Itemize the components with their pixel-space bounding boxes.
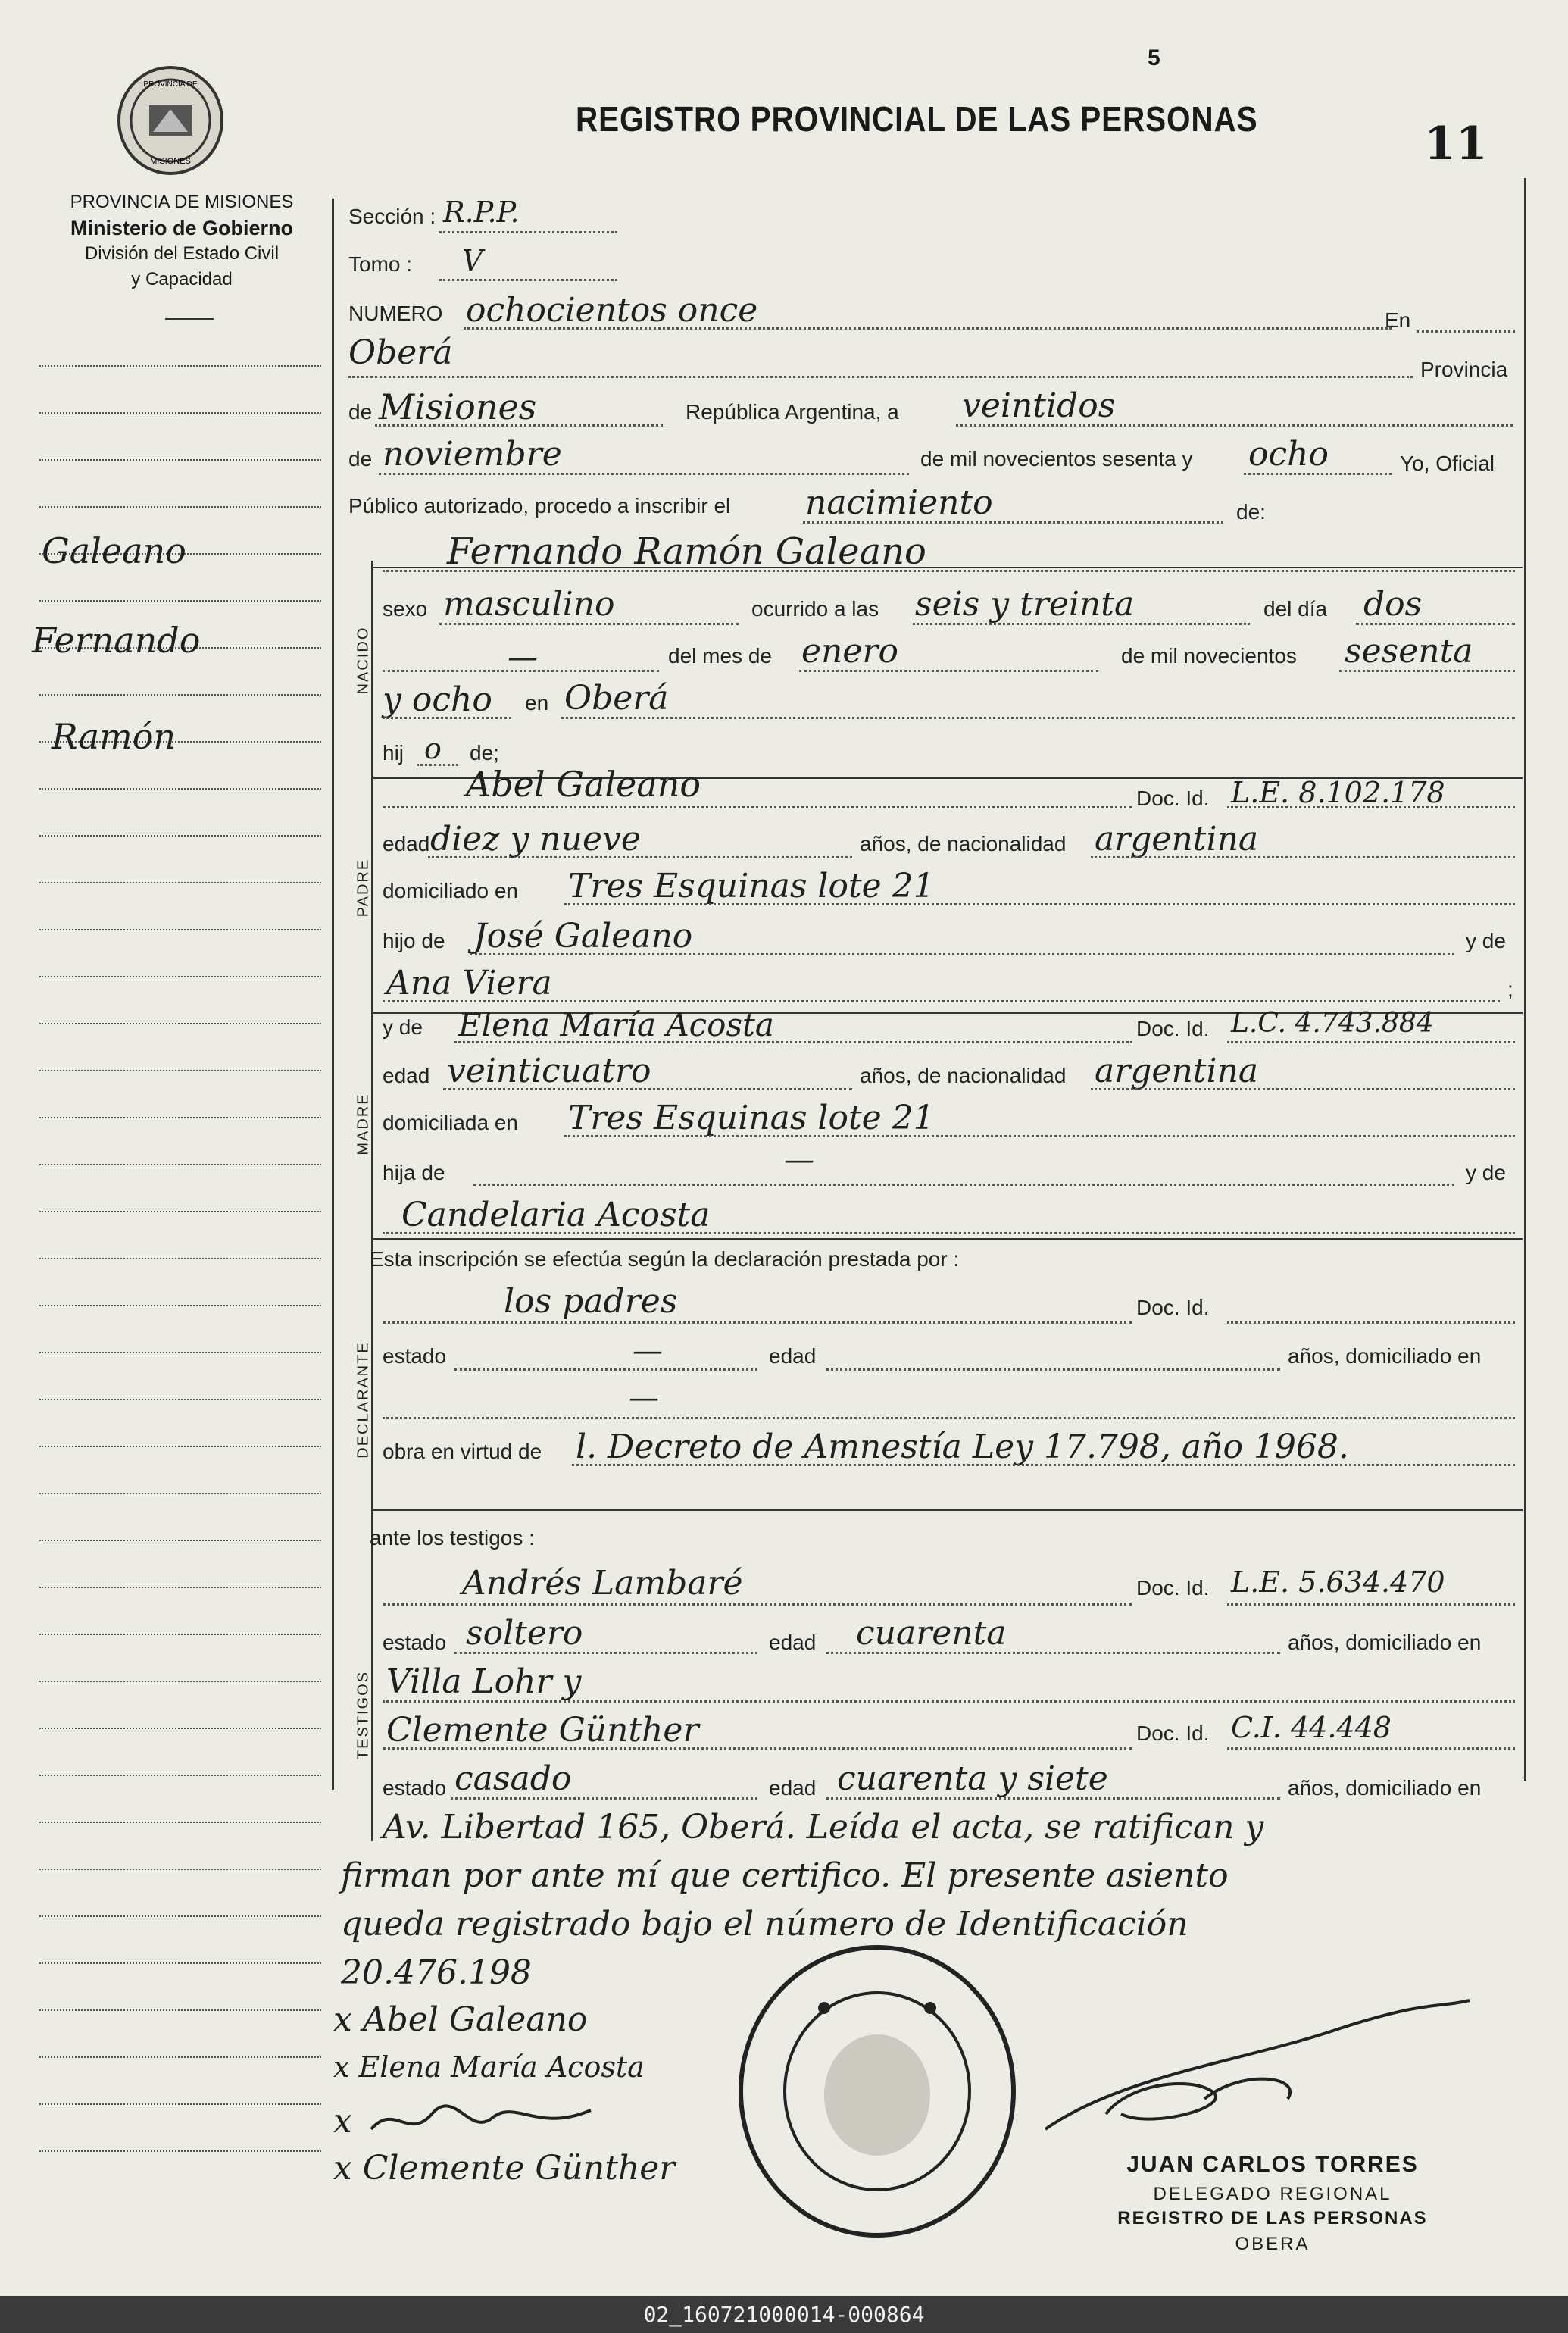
declarante-nombre: los padres xyxy=(504,1282,678,1321)
declarante-dom-label: años, domiciliado en xyxy=(1288,1344,1482,1368)
official-lugar: OBERA xyxy=(1235,2234,1310,2254)
margin-rule xyxy=(39,788,321,790)
dotline xyxy=(383,1232,1515,1234)
dash: — xyxy=(508,640,538,675)
lugar-value: Oberá xyxy=(348,333,453,372)
margin-rule xyxy=(39,1023,321,1024)
dotline xyxy=(564,1135,1515,1137)
madre-dom-label: domiciliada en xyxy=(383,1111,518,1134)
testigo2-doc: C.I. 44.448 xyxy=(1231,1711,1392,1744)
margin-first-name: Fernando xyxy=(32,620,201,661)
margin-rule xyxy=(39,1962,321,1964)
dotline xyxy=(383,670,659,672)
padre-dom-label: domiciliado en xyxy=(383,879,518,902)
anio-b-value: y ocho xyxy=(383,680,492,719)
margin-rule xyxy=(39,1681,321,1682)
testigo2-estado-label: estado xyxy=(383,1776,447,1800)
margin-rule xyxy=(39,2056,321,2058)
dotline xyxy=(439,231,617,233)
dotline xyxy=(454,1041,1132,1043)
declarante-edad-label: edad xyxy=(769,1344,817,1368)
margin-rule xyxy=(39,694,321,696)
mes-nac-value: enero xyxy=(801,632,898,671)
dotline xyxy=(1339,670,1515,672)
issuer-division-2: y Capacidad xyxy=(131,269,233,289)
issuer-ministry: Ministerio de Gobierno xyxy=(70,217,294,239)
dotline xyxy=(561,717,1515,719)
declarante-estado: — xyxy=(633,1334,663,1368)
svg-text:MISIONES: MISIONES xyxy=(150,157,191,166)
margin-rule xyxy=(39,412,321,414)
rule xyxy=(371,1509,1523,1511)
cierre-linea-2: firman por ante mí que certifico. El presente asiento xyxy=(341,1856,1229,1895)
dotline xyxy=(1227,1041,1515,1043)
dotline xyxy=(375,424,663,427)
sexo-label: sexo xyxy=(383,597,428,621)
delmes-label: del mes de xyxy=(668,644,772,668)
margin-rule xyxy=(39,506,321,508)
dotline xyxy=(564,903,1515,905)
scan-id-footer: 02_160721000014-000864 xyxy=(0,2296,1568,2333)
obra-label: obra en virtud de xyxy=(383,1440,542,1463)
madre-nacionalidad: argentina xyxy=(1095,1052,1259,1090)
dotline xyxy=(383,1417,1515,1419)
hij-label: hij xyxy=(383,741,404,765)
dotline xyxy=(428,856,852,858)
issuer-province: PROVINCIA DE MISIONES xyxy=(70,192,294,212)
provincia-value: Misiones xyxy=(379,386,537,427)
dotline xyxy=(379,473,909,475)
testigo1-domicilio: Villa Lohr y xyxy=(386,1662,582,1701)
dotline xyxy=(956,424,1513,427)
dia-value: veintidos xyxy=(962,386,1116,425)
republica-label: República Argentina, a xyxy=(686,400,899,424)
sexo-value: masculino xyxy=(443,585,615,624)
dotline xyxy=(1227,1321,1515,1324)
seccion-label: Sección : xyxy=(348,205,436,228)
madre-yde2-label: y de xyxy=(1466,1161,1506,1184)
madre-edad-label: edad xyxy=(383,1064,430,1087)
padre-nac-label: años, de nacionalidad xyxy=(860,832,1067,855)
margin-rule xyxy=(39,1305,321,1306)
provincial-seal-icon xyxy=(115,64,226,177)
dia-nac-value: dos xyxy=(1363,585,1423,624)
dotline xyxy=(473,1184,1454,1186)
ocurrido-label: ocurrido a las xyxy=(751,597,879,621)
en-label: En xyxy=(1385,308,1411,332)
dotline xyxy=(383,1747,1132,1750)
margin-rule xyxy=(39,1446,321,1447)
official-cargo: DELEGADO REGIONAL xyxy=(1153,2184,1392,2204)
margin-rule xyxy=(39,929,321,930)
testigo2-estado: casado xyxy=(454,1759,572,1798)
numero-value: ochocientos once xyxy=(466,291,758,330)
declarante-estado-label: estado xyxy=(383,1344,447,1368)
margin-rule xyxy=(39,1352,321,1353)
margin-rule xyxy=(39,1540,321,1541)
hij-suffix: o xyxy=(424,732,442,765)
testigo1-edad: cuarenta xyxy=(856,1614,1007,1653)
testigo1-dom-label: años, domiciliado en xyxy=(1288,1631,1482,1654)
dotline xyxy=(913,623,1250,625)
deldia-label: del día xyxy=(1263,597,1328,621)
dotline xyxy=(803,521,1223,524)
acto-value: nacimiento xyxy=(805,483,993,522)
section-padre-label: PADRE xyxy=(355,858,372,918)
section-testigos-label: TESTIGOS xyxy=(355,1670,372,1760)
testigo2-nombre: Clemente Günther xyxy=(386,1711,699,1750)
margin-rule xyxy=(39,1070,321,1071)
cierre-linea-3: queda registrado bajo el número de Identificación xyxy=(341,1905,1188,1944)
dotline xyxy=(1227,806,1515,808)
dotline xyxy=(439,623,739,625)
margin-rule xyxy=(39,1915,321,1917)
dotline xyxy=(1244,473,1392,475)
dotline xyxy=(443,1088,852,1090)
madre-doc: L.C. 4.743.884 xyxy=(1231,1008,1434,1039)
dotline xyxy=(383,1321,1132,1324)
section-nacido-label: NACIDO xyxy=(355,626,372,695)
margin-rule xyxy=(39,1634,321,1635)
numero-label: NUMERO xyxy=(348,302,443,325)
margin-rule xyxy=(39,1587,321,1588)
dotline xyxy=(383,806,1132,808)
seccion-value: R.P.P. xyxy=(443,195,520,229)
margin-rule xyxy=(39,1164,321,1165)
madre-domicilio: Tres Esquinas lote 21 xyxy=(568,1099,935,1137)
issuer-division: División del Estado Civil xyxy=(84,243,280,264)
dotline xyxy=(470,953,1454,955)
madre-nac-label: años, de nacionalidad xyxy=(860,1064,1067,1087)
firma-testigo-1: x xyxy=(333,2102,352,2141)
rule xyxy=(371,1238,1523,1240)
testigo2-doc-label: Doc. Id. xyxy=(1136,1722,1210,1745)
dotline xyxy=(464,327,1392,330)
milnac-label: de mil novecientos xyxy=(1121,644,1297,668)
mil-label: de mil novecientos sesenta y xyxy=(920,447,1193,471)
padre-doc-label: Doc. Id. xyxy=(1136,787,1210,810)
page-number: 11 xyxy=(1424,117,1488,170)
abuelo-materno: — xyxy=(784,1143,814,1177)
dotline xyxy=(417,764,458,766)
padre-edad-label: edad xyxy=(383,832,430,855)
padre-yde-label: y de xyxy=(1466,929,1506,952)
official-registro: REGISTRO DE LAS PERSONAS xyxy=(1117,2208,1428,2228)
dotline xyxy=(383,1700,1515,1703)
margin-rule xyxy=(39,882,321,883)
dotline xyxy=(383,1000,1500,1002)
padre-domicilio: Tres Esquinas lote 21 xyxy=(568,867,935,905)
de-label: de xyxy=(348,400,373,424)
margin-second-name: Ramón xyxy=(52,716,176,757)
dotline xyxy=(454,1652,757,1654)
publico-label: Público autorizado, procedo a inscribir el xyxy=(348,494,731,518)
de3-label: de: xyxy=(1236,500,1266,524)
dotline xyxy=(1417,330,1515,333)
dotline xyxy=(826,1797,1280,1800)
declarante-doc-label: Doc. Id. xyxy=(1136,1296,1210,1319)
testigo2-dom-label: años, domiciliado en xyxy=(1288,1776,1482,1800)
dotline xyxy=(1091,1088,1515,1090)
margin-rule xyxy=(39,1493,321,1494)
official-name: JUAN CARLOS TORRES xyxy=(1126,2152,1419,2177)
firma-padre: x Abel Galeano xyxy=(333,2000,588,2039)
lugar-nac-value: Oberá xyxy=(564,679,669,718)
margin-rule xyxy=(39,600,321,602)
dotline xyxy=(1091,856,1515,858)
section-madre-label: MADRE xyxy=(355,1093,372,1156)
dotline xyxy=(383,717,511,719)
abuelo-paterno: José Galeano xyxy=(473,917,693,955)
section-declarante-label: DECLARANTE xyxy=(355,1341,372,1459)
testigos-intro: ante los testigos : xyxy=(370,1526,535,1550)
margin-rule xyxy=(39,2103,321,2105)
margin-rule xyxy=(39,1822,321,1823)
dotline xyxy=(439,279,617,281)
dotline xyxy=(454,1368,757,1371)
page-title: REGISTRO PROVINCIAL DE LAS PERSONAS xyxy=(576,99,1258,139)
testigo1-nombre: Andrés Lambaré xyxy=(462,1564,743,1603)
margin-rule xyxy=(39,365,321,367)
declarante-dash: — xyxy=(629,1381,659,1415)
testigo1-edad-label: edad xyxy=(769,1631,817,1654)
margin-rule xyxy=(39,2009,321,2011)
de2-label: de xyxy=(348,447,373,471)
padre-edad: diez y nueve xyxy=(430,820,641,858)
padre-nacionalidad: argentina xyxy=(1095,820,1259,858)
official-signature-icon xyxy=(1015,1985,1485,2144)
hora-value: seis y treinta xyxy=(915,585,1135,624)
declarante-intro: Esta inscripción se efectúa según la declaración prestada por : xyxy=(370,1247,960,1271)
margin-rule xyxy=(39,976,321,977)
tomo-value: V xyxy=(462,244,483,277)
anio-a-value: sesenta xyxy=(1345,632,1473,671)
dotline xyxy=(1227,1747,1515,1750)
dotline xyxy=(383,1603,1132,1606)
dotline xyxy=(451,1797,757,1800)
abuela-paterna: Ana Viera xyxy=(386,964,552,1002)
dotline xyxy=(348,376,1413,378)
testigo2-edad: cuarenta y siete xyxy=(837,1759,1108,1798)
padre-doc: L.E. 8.102.178 xyxy=(1231,776,1445,809)
padre-nombre: Abel Galeano xyxy=(466,764,701,805)
margin-rule xyxy=(39,1399,321,1400)
madre-yde-label: y de xyxy=(383,1015,423,1039)
firma-madre: x Elena María Acosta xyxy=(333,2050,645,2084)
testigo1-doc: L.E. 5.634.470 xyxy=(1231,1565,1445,1599)
svg-text:PROVINCIA DE: PROVINCIA DE xyxy=(143,80,198,89)
padre-hijo-label: hijo de xyxy=(383,929,445,952)
nacido-nombre: Fernando Ramón Galeano xyxy=(447,530,926,573)
issuer-block xyxy=(38,189,326,292)
margin-surname: Galeano xyxy=(42,530,186,571)
margin-rule xyxy=(39,459,321,461)
testigo1-doc-label: Doc. Id. xyxy=(1136,1576,1210,1600)
abuela-materna: Candelaria Acosta xyxy=(401,1196,711,1234)
firma-testigo-2: x Clemente Günther xyxy=(333,2149,676,2188)
divider xyxy=(165,318,214,320)
madre-hija-label: hija de xyxy=(383,1161,445,1184)
signature-scribble-icon xyxy=(364,2099,606,2144)
dotline xyxy=(572,1464,1515,1466)
frame-left xyxy=(332,199,334,1790)
margin-rule xyxy=(39,2150,321,2152)
margin-rule xyxy=(39,1258,321,1259)
dotline xyxy=(1227,1603,1515,1606)
margin-rule xyxy=(39,1117,321,1118)
dotline xyxy=(1356,623,1515,625)
yo-label: Yo, Oficial xyxy=(1400,452,1495,475)
provincia-label: Provincia xyxy=(1420,358,1508,381)
madre-edad: veinticuatro xyxy=(447,1052,651,1090)
cierre-linea-1: Av. Libertad 165, Oberá. Leída el acta, se ratifican y xyxy=(383,1808,1264,1847)
section-rail xyxy=(371,561,373,1841)
mes-value: noviembre xyxy=(383,435,562,474)
semicolon: ; xyxy=(1507,977,1513,1001)
en-nac-label: en xyxy=(525,691,549,715)
margin-rule xyxy=(39,1728,321,1729)
madre-nombre: Elena María Acosta xyxy=(458,1006,774,1043)
margin-rule xyxy=(39,1775,321,1776)
testigo1-estado: soltero xyxy=(466,1614,583,1653)
testigo2-edad-label: edad xyxy=(769,1776,817,1800)
margin-rule xyxy=(39,1211,321,1212)
frame-right xyxy=(1524,178,1526,1781)
dotline xyxy=(383,570,1515,572)
official-stamp-icon xyxy=(733,1940,1021,2243)
obra-value: l. Decreto de Amnestía Ley 17.798, año 1968. xyxy=(576,1428,1349,1466)
dotline xyxy=(826,1368,1280,1371)
cierre-linea-4: 20.476.198 xyxy=(341,1953,532,1992)
tomo-label: Tomo : xyxy=(348,252,413,276)
anio-value: ocho xyxy=(1248,435,1329,474)
hij-de-label: de; xyxy=(470,741,499,765)
dotline xyxy=(826,1652,1280,1654)
page-mark: 5 xyxy=(1148,45,1160,70)
testigo1-estado-label: estado xyxy=(383,1631,447,1654)
margin-rule xyxy=(39,1869,321,1870)
madre-doc-label: Doc. Id. xyxy=(1136,1017,1210,1040)
margin-rule xyxy=(39,835,321,837)
dotline xyxy=(799,670,1098,672)
